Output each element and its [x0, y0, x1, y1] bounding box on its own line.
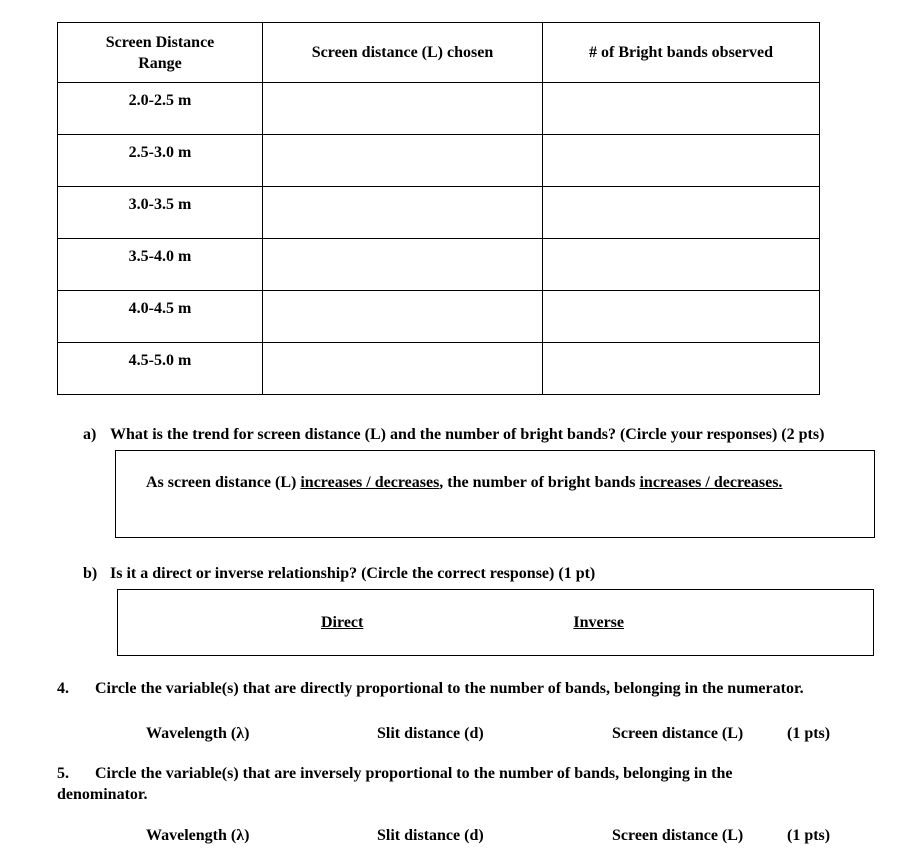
screen-distance-table	[57, 22, 820, 395]
distance-chosen-cell	[263, 343, 543, 395]
answer-middle: , the number of bright bands	[439, 474, 640, 491]
range-cell: 3.5-4.0 m	[58, 239, 263, 291]
bands-observed-cell	[543, 291, 820, 343]
question-5-line2: denominator.	[57, 786, 148, 803]
range-cell: 4.0-4.5 m	[58, 291, 263, 343]
question-5-choices	[146, 827, 830, 845]
table-row	[58, 291, 820, 343]
range-cell: 4.5-5.0 m	[58, 343, 263, 395]
option-inverse: Inverse	[573, 613, 624, 631]
question-b-text: Is it a direct or inverse relationship? (Circle the correct response) (1 pt)	[110, 565, 596, 582]
choice-increases-decreases-1: increases / decreases	[300, 474, 440, 491]
range-cell: 2.0-2.5 m	[58, 83, 263, 135]
question-a-label: a)	[83, 426, 97, 443]
distance-chosen-cell	[263, 291, 543, 343]
distance-chosen-cell	[263, 187, 543, 239]
range-cell: 2.5-3.0 m	[58, 135, 263, 187]
question-4-number: 4.	[57, 680, 69, 697]
table-row	[58, 135, 820, 187]
bands-observed-cell	[543, 187, 820, 239]
question-5-line1	[57, 763, 732, 784]
question-5-text: Circle the variable(s) that are inversely proportional to the number of bands, belonging in the	[95, 765, 733, 782]
choice-increases-decreases-2: increases / decreases.	[639, 474, 783, 491]
question-5-number: 5.	[57, 765, 69, 782]
relationship-answer-box	[117, 589, 874, 656]
header-screen-distance-chosen: Screen distance (L) chosen	[263, 23, 543, 83]
question-4-points: (1 pts)	[787, 725, 831, 742]
choice-slit-distance: Slit distance (d)	[377, 725, 484, 742]
choice-wavelength: Wavelength (λ)	[146, 827, 250, 844]
table-row	[58, 239, 820, 291]
table-header-row	[58, 23, 820, 83]
trend-answer-box	[115, 450, 875, 538]
distance-chosen-cell	[263, 135, 543, 187]
distance-chosen-cell	[263, 83, 543, 135]
header-bright-bands-observed: # of Bright bands observed	[543, 23, 820, 83]
question-4-text: Circle the variable(s) that are directly proportional to the number of bands, belonging in the numerator.	[95, 680, 804, 697]
option-direct: Direct	[321, 613, 364, 631]
answer-prefix: As screen distance (L)	[146, 474, 301, 491]
distance-chosen-cell	[263, 239, 543, 291]
choice-screen-distance: Screen distance (L)	[612, 827, 744, 844]
header-screen-distance-range	[58, 23, 263, 83]
range-cell: 3.0-3.5 m	[58, 187, 263, 239]
bands-observed-cell	[543, 239, 820, 291]
choice-wavelength: Wavelength (λ)	[146, 725, 250, 742]
question-4-choices	[146, 725, 830, 743]
question-a	[83, 426, 824, 444]
bands-observed-cell	[543, 83, 820, 135]
table-row	[58, 83, 820, 135]
header-screen-distance-range-label: Screen Distance Range	[105, 33, 215, 72]
table-row	[58, 343, 820, 395]
question-5-points: (1 pts)	[787, 827, 831, 844]
question-b-label: b)	[83, 565, 98, 582]
question-5	[57, 763, 732, 805]
table-row	[58, 187, 820, 239]
bands-observed-cell	[543, 343, 820, 395]
question-4	[57, 680, 804, 698]
question-a-text: What is the trend for screen distance (L) and the number of bright bands? (Circle your responses) (2 pts)	[110, 426, 825, 443]
choice-slit-distance: Slit distance (d)	[377, 827, 484, 844]
choice-screen-distance: Screen distance (L)	[612, 725, 744, 742]
bands-observed-cell	[543, 135, 820, 187]
question-b	[83, 565, 595, 583]
